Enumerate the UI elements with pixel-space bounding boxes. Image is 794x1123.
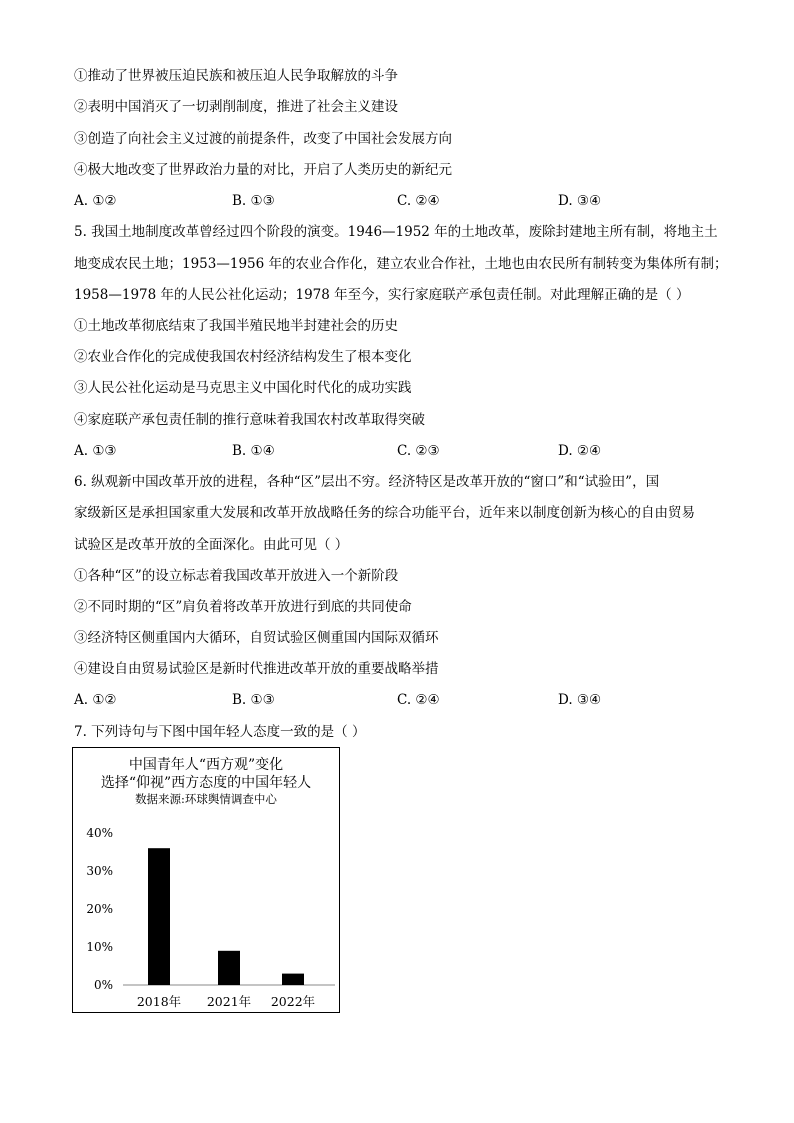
q6-option-a[interactable]: A. ①② bbox=[74, 692, 117, 708]
q5-item-3: ③人民公社化运动是马克思主义中国化时代化的成功实践 bbox=[74, 380, 412, 396]
q6-item-3: ③经济特区侧重国内大循环，自贸试验区侧重国内国际双循环 bbox=[74, 630, 439, 646]
q6-item-2: ②不同时期的“区”肩负着将改革开放进行到底的共同使命 bbox=[74, 599, 412, 615]
q6-options bbox=[74, 691, 734, 709]
q6-item-4: ④建设自由贸易试验区是新时代推进改革开放的重要战略举措 bbox=[74, 661, 439, 677]
bar-chart bbox=[73, 748, 339, 1012]
bar-1 bbox=[148, 848, 170, 985]
q6-option-b[interactable]: B. ①③ bbox=[232, 692, 275, 708]
y-tick-label: 20% bbox=[86, 902, 113, 916]
q5-stem-line-2: 地变成农民土地；1953—1956 年的农业合作化，建立农业合作社，土地也由农民所有制转变为集体所有制； bbox=[74, 256, 728, 272]
q6-stem-line-2: 家级新区是承担国家重大发展和改革开放战略任务的综合功能平台，近年来以制度创新为核心的自由贸易 bbox=[74, 505, 695, 521]
q4-option-b[interactable]: B. ①③ bbox=[232, 193, 275, 209]
q4-item-3: ③创造了向社会主义过渡的前提条件，改变了中国社会发展方向 bbox=[74, 131, 452, 147]
chart-source: 数据来源:环球舆情调查中心 bbox=[135, 792, 277, 806]
x-category-label: 2021年 bbox=[206, 994, 252, 1009]
q4-option-c[interactable]: C. ②④ bbox=[397, 193, 440, 209]
q6-item-1: ①各种“区”的设立标志着我国改革开放进入一个新阶段 bbox=[74, 568, 399, 584]
q4-item-4: ④极大地改变了世界政治力量的对比，开启了人类历史的新纪元 bbox=[74, 162, 452, 178]
q6-option-c[interactable]: C. ②④ bbox=[397, 692, 440, 708]
bar-2 bbox=[218, 951, 240, 985]
chart-subtitle: 选择“仰视”西方态度的中国年轻人 bbox=[100, 775, 312, 791]
q5-options bbox=[74, 442, 734, 460]
y-tick-label: 0% bbox=[93, 978, 113, 992]
chart-title: 中国青年人“西方观”变化 bbox=[128, 757, 284, 773]
q5-item-1: ①土地改革彻底结束了我国半殖民地半封建社会的历史 bbox=[74, 318, 398, 334]
q5-item-4: ④家庭联产承包责任制的推行意味着我国农村改革取得突破 bbox=[74, 412, 425, 428]
bar-3 bbox=[282, 974, 304, 985]
q5-stem-line-1: 5. 我国土地制度改革曾经过四个阶段的演变。1946—1952 年的土地改革，废除封建地主所有制，将地主土 bbox=[74, 224, 718, 240]
q4-item-2: ②表明中国消灭了一切剥削制度，推进了社会主义建设 bbox=[74, 99, 398, 115]
x-category-label: 2022年 bbox=[270, 994, 316, 1009]
q4-item-1: ①推动了世界被压迫民族和被压迫人民争取解放的斗争 bbox=[74, 68, 398, 84]
q5-option-d[interactable]: D. ②④ bbox=[558, 443, 602, 459]
q4-option-d[interactable]: D. ③④ bbox=[558, 193, 602, 209]
q6-stem-line-3: 试验区是改革开放的全面深化。由此可见（ ） bbox=[74, 537, 349, 553]
q5-stem-line-3: 1958—1978 年的人民公社化运动；1978 年至今，实行家庭联产承包责任制。对此理解正确的是（ ） bbox=[74, 287, 690, 303]
x-category-label: 2018年 bbox=[136, 994, 182, 1009]
q5-option-b[interactable]: B. ①④ bbox=[232, 443, 275, 459]
q6-stem-line-1: 6. 纵观新中国改革开放的进程，各种“区”层出不穷。经济特区是改革开放的“窗口”和“试验田”，国 bbox=[74, 474, 660, 490]
q7-stem: 7. 下列诗句与下图中国年轻人态度一致的是（ ） bbox=[74, 724, 366, 740]
y-tick-label: 40% bbox=[86, 826, 113, 840]
q4-option-a[interactable]: A. ①② bbox=[74, 193, 117, 209]
bar-chart-figure bbox=[72, 747, 340, 1013]
q5-option-c[interactable]: C. ②③ bbox=[397, 443, 440, 459]
q4-options bbox=[74, 192, 734, 210]
q5-item-2: ②农业合作化的完成使我国农村经济结构发生了根本变化 bbox=[74, 349, 412, 365]
q5-option-a[interactable]: A. ①③ bbox=[74, 443, 117, 459]
y-tick-label: 10% bbox=[86, 940, 113, 954]
y-tick-label: 30% bbox=[86, 864, 113, 878]
q6-option-d[interactable]: D. ③④ bbox=[558, 692, 602, 708]
